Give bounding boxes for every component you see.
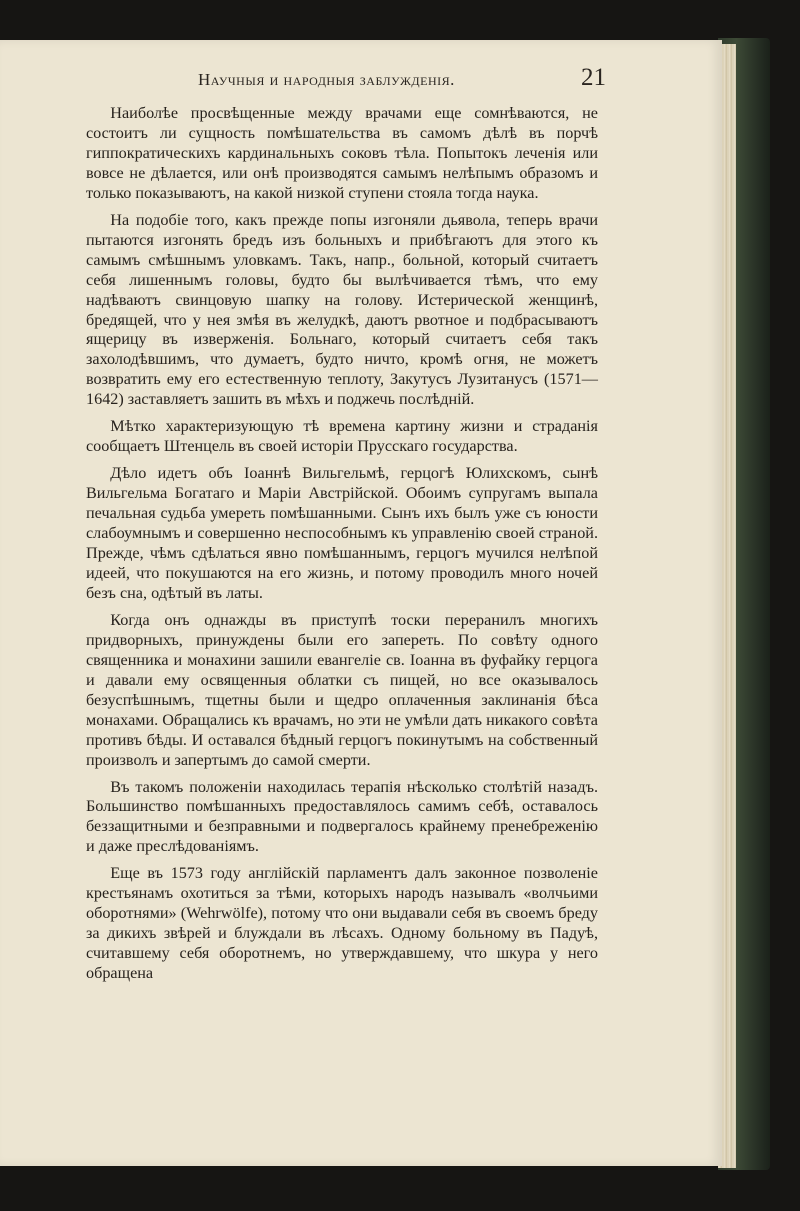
page-number: 21 [581, 64, 606, 91]
page-header [198, 64, 606, 98]
paragraph: Когда онъ однажды въ приступѣ тоски переранилъ многихъ придворныхъ, принуждены были его запереть. По совѣту одного священника и монахини зашили евангеліе св. Іоанна въ фуфайку герцога и давали ему освященныя облатки съ пищей, но все оказывалось безуспѣшнымъ, тщетны были и щедро оплаченныя заклинанія бѣса монахами. Обращались къ врачамъ, но эти не умѣли дать никакого совѣта противъ бѣды. И оставался бѣдный герцогъ покинутымъ на собственный произволъ и запертымъ до самой смерти. [86, 610, 598, 769]
paragraph: Мѣтко характеризующую тѣ времена картину жизни и страданія сообщаетъ Штенцель въ своей исторіи Прусскаго государства. [86, 417, 598, 456]
paragraph: Еще въ 1573 году англійскій парламентъ далъ законное позволеніе крестьянамъ охотиться за тѣми, которыхъ народъ называлъ «волчьими оборотнями» (Wehrwölfe), потому что они выдавали себя въ своемъ бреду за дикихъ звѣрей и блуждали въ лѣсахъ. Одному больному въ Падуѣ, считавшему себя оборотнемъ, но утверждавшему, что шкура у него обращена [86, 864, 598, 983]
paragraph: Въ такомъ положеніи находилась терапія нѣсколько столѣтій назадъ. Большинство помѣшанныхъ предоставлялось самимъ себѣ, оставалось беззащитными и безправными и подвергалось крайнему пренебреженію и даже преслѣдованіямъ. [86, 777, 598, 856]
body-text [86, 104, 598, 991]
running-title: Научныя и народныя заблужденія. [198, 70, 455, 89]
paragraph: На подобіе того, какъ прежде попы изгоняли дьявола, теперь врачи пытаются изгонять бредъ изъ больныхъ и прибѣгаютъ для этого къ самымъ смѣшнымъ уловкамъ. Такъ, напр., больной, который считаетъ себя лишеннымъ головы, будто бы вылѣчивается тѣмъ, что ему надѣваютъ свинцовую шапку на голову. Истерической женщинѣ, бредящей, что у нея змѣя въ желудкѣ, даютъ рвотное и подбрасываютъ ящерицу въ изверженія. Больнаго, который считаетъ себя такъ захолодѣвшимъ, что думаетъ, будто ничто, кромѣ огня, не можетъ возвратить ему его естественную теплоту, Закутусъ Лузитанусъ (1571—1642) заставляетъ зашить въ мѣхъ и поджечь послѣдній. [86, 210, 598, 409]
paragraph: Дѣло идетъ объ Іоаннѣ Вильгельмѣ, герцогѣ Юлихскомъ, сынѣ Вильгельма Богатаго и Маріи Австрійской. Обоимъ супругамъ выпала печальная судьба умереть помѣшанными. Сынъ ихъ былъ уже съ юности слабоумнымъ и совершенно неспособнымъ къ управленію своей страной. Прежде, чѣмъ сдѣлаться явно помѣшаннымъ, герцогъ мучился нелѣпой идеей, что покушаются на его жизнь, и потому проводилъ много ночей безъ сна, одѣтый въ латы. [86, 464, 598, 602]
paragraph: Наиболѣе просвѣщенные между врачами еще сомнѣваются, не состоитъ ли сущность помѣшательства въ самомъ дѣлѣ въ порчѣ гиппократическихъ кардинальныхъ соковъ тѣла. Попытокъ леченія или вовсе не дѣлается, или онѣ производятся самымъ нелѣпымъ образомъ и только показываютъ, на какой низкой ступени стояла тогда наука. [86, 104, 598, 202]
